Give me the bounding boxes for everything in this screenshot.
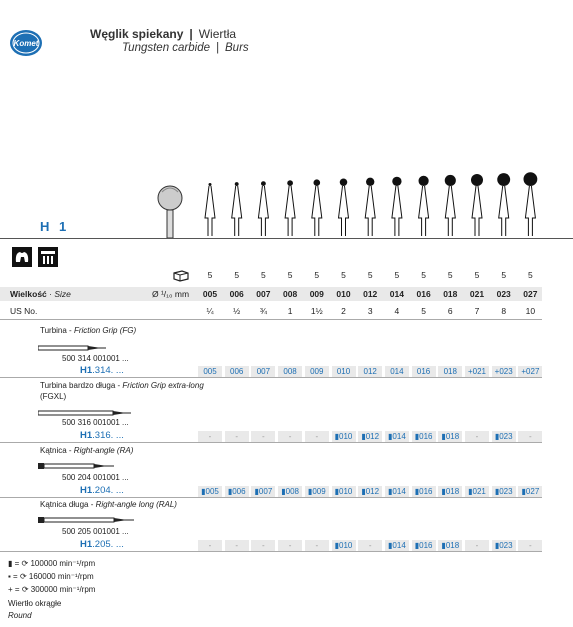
order-cell: ▮018 (438, 431, 462, 442)
size-value: 014 (389, 289, 404, 299)
bur-head-icon (392, 177, 402, 236)
order-cell: ▮016 (412, 486, 436, 497)
row-code: H1.205. ... (80, 539, 124, 550)
shape-label: Wiertło okrągłe (8, 599, 62, 608)
order-cell: 010 (332, 366, 356, 377)
order-cell: - (251, 540, 275, 551)
order-cell: - (465, 540, 489, 551)
product-name: H 1 (40, 219, 70, 234)
row-label: Turbina - Friction Grip (FG) (40, 326, 137, 335)
order-cell: 009 (305, 366, 329, 377)
order-cell: 016 (412, 366, 436, 377)
order-cell: ▮006 (225, 486, 249, 497)
us-value: 7 (474, 306, 480, 316)
order-cell: ▮027 (518, 486, 542, 497)
pack-count: 5 (261, 270, 266, 280)
order-cell: ▮010 (332, 540, 356, 551)
legend-item: ▮ = ⟳ 100000 min⁻¹/rpm (8, 559, 96, 568)
bur-head-icon (205, 183, 215, 236)
pack-count: 5 (341, 270, 346, 280)
us-value: 3 (367, 306, 373, 316)
order-cell: - (278, 540, 302, 551)
size-value: 005 (202, 289, 218, 299)
legend-item: ▪ = ⟳ 160000 min⁻¹/rpm (8, 572, 94, 581)
order-cell: ▮005 (198, 486, 222, 497)
size-value: 010 (336, 289, 351, 299)
order-cell: ▮012 (358, 486, 382, 497)
us-value: ¼ (206, 306, 214, 316)
size-value: 016 (416, 289, 431, 299)
us-value: ½ (233, 306, 241, 316)
order-cell: ▮016 (412, 431, 436, 442)
size-unit: Ø ¹/₁₀ mm (152, 289, 190, 299)
row-ref: 500 204 001001 ... (62, 473, 129, 482)
size-value: 027 (523, 289, 538, 299)
bur-head-icon (258, 181, 268, 236)
us-value: 10 (525, 306, 536, 316)
bur-drawings (0, 0, 573, 240)
us-value: 8 (501, 306, 507, 316)
pack-count: 5 (287, 270, 293, 280)
pack-count: 5 (501, 270, 507, 280)
divider (0, 319, 542, 320)
order-cell: ▮016 (412, 540, 436, 551)
order-cell: - (225, 431, 249, 442)
order-cell: ▮023 (492, 486, 516, 497)
size-value: 006 (229, 289, 244, 299)
us-value: 4 (394, 306, 400, 316)
us-value: 1½ (310, 306, 323, 316)
pack-count: 5 (314, 270, 320, 280)
order-cell: 008 (278, 366, 302, 377)
tooth-icon (12, 247, 32, 267)
row-code: H1.204. ... (80, 485, 124, 496)
us-value: ¾ (259, 306, 267, 316)
bur-head-icon (471, 174, 483, 236)
order-cell: - (278, 431, 302, 442)
bur-head-icon (445, 175, 456, 236)
us-label: US No. (10, 306, 38, 316)
order-cell: - (358, 540, 382, 551)
order-cell: - (465, 431, 489, 442)
packaging-icon (38, 247, 58, 267)
shape-label-en: Round (8, 611, 32, 620)
page-subtitle: Tungsten carbide | Burs (122, 42, 249, 54)
order-cell: - (198, 431, 222, 442)
order-cell: ▮018 (438, 486, 462, 497)
page-title: Węglik spiekany | Wiertła (90, 27, 237, 41)
order-cell: 018 (438, 366, 462, 377)
order-cell: - (225, 540, 249, 551)
order-cell: +021 (465, 366, 489, 377)
pack-count: 5 (234, 270, 240, 280)
pack-icon (172, 269, 190, 281)
pack-count: 5 (528, 270, 533, 280)
rpm-icon: ⟳ (19, 572, 27, 581)
order-cell: ▮023 (492, 431, 516, 442)
order-cell: - (305, 431, 329, 442)
pack-count: 5 (207, 270, 213, 280)
size-value: 009 (309, 289, 324, 299)
bur-head-icon (365, 178, 375, 236)
row-label: Kątnica - Right-angle (RA) (40, 446, 134, 455)
pack-count: 5 (367, 270, 373, 280)
order-cell: +027 (518, 366, 542, 377)
order-cell: 014 (385, 366, 409, 377)
row-label: Turbina bardzo długa - Friction Grip extra-long (40, 381, 204, 390)
size-value: 023 (496, 289, 511, 299)
row-ref: 500 314 001001 ... (62, 354, 129, 363)
row-code: H1.314. ... (80, 365, 124, 376)
order-cell: 005 (198, 366, 222, 377)
bur-illustration (158, 186, 182, 238)
divider (0, 238, 573, 239)
us-value: 2 (341, 306, 346, 316)
order-cell: ▮023 (492, 540, 516, 551)
order-cell: +023 (492, 366, 516, 377)
us-value: 1 (287, 306, 293, 316)
pack-count: 5 (394, 270, 400, 280)
us-value: 6 (447, 306, 453, 316)
svg-text:Komet: Komet (13, 39, 39, 48)
size-value: 018 (443, 289, 458, 299)
divider (0, 497, 542, 498)
bur-head-icon (232, 182, 242, 236)
order-cell: 006 (225, 366, 249, 377)
order-cell: - (251, 431, 275, 442)
bur-head-icon (419, 176, 429, 236)
bur-head-icon (312, 179, 322, 236)
order-cell: ▮014 (385, 486, 409, 497)
order-cell: ▮021 (465, 486, 489, 497)
order-cell: 007 (251, 366, 275, 377)
pack-count: 5 (447, 270, 453, 280)
bur-head-icon (524, 172, 538, 236)
row-ref: 500 316 001001 ... (62, 418, 129, 427)
pack-count: 5 (421, 270, 426, 280)
order-cell: ▮008 (278, 486, 302, 497)
size-label: Wielkość · Size (10, 289, 71, 299)
order-cell: - (198, 540, 222, 551)
order-cell: - (518, 540, 542, 551)
row-ref: 500 205 001001 ... (62, 527, 129, 536)
row-label-sub: (FGXL) (40, 392, 67, 401)
bur-head-icon (285, 180, 295, 236)
order-cell: - (305, 540, 329, 551)
divider (0, 442, 542, 443)
size-value: 012 (363, 289, 378, 299)
order-cell: 012 (358, 366, 382, 377)
us-value: 5 (421, 306, 426, 316)
order-cell: ▮009 (305, 486, 329, 497)
order-cell: - (518, 431, 542, 442)
pack-count: 5 (474, 270, 480, 280)
row-label: Kątnica długa - Right-angle long (RAL) (40, 500, 177, 509)
order-cell: ▮012 (358, 431, 382, 442)
order-cell: ▮010 (332, 486, 356, 497)
order-cell: ▮014 (385, 431, 409, 442)
bur-head-icon (339, 179, 349, 237)
order-cell: ▮010 (332, 431, 356, 442)
row-code: H1.316. ... (80, 430, 124, 441)
legend-item: + = ⟳ 300000 min⁻¹/rpm (8, 585, 96, 594)
bur-head-icon (497, 173, 510, 236)
order-cell: ▮018 (438, 540, 462, 551)
divider (0, 551, 542, 552)
order-cell: ▮014 (385, 540, 409, 551)
rpm-icon: ⟳ (21, 559, 29, 568)
rpm-icon: ⟳ (21, 585, 29, 594)
size-value: 008 (283, 289, 298, 299)
size-value: 021 (469, 289, 485, 299)
divider (0, 377, 542, 378)
size-value: 007 (256, 289, 271, 299)
order-cell: ▮007 (251, 486, 275, 497)
